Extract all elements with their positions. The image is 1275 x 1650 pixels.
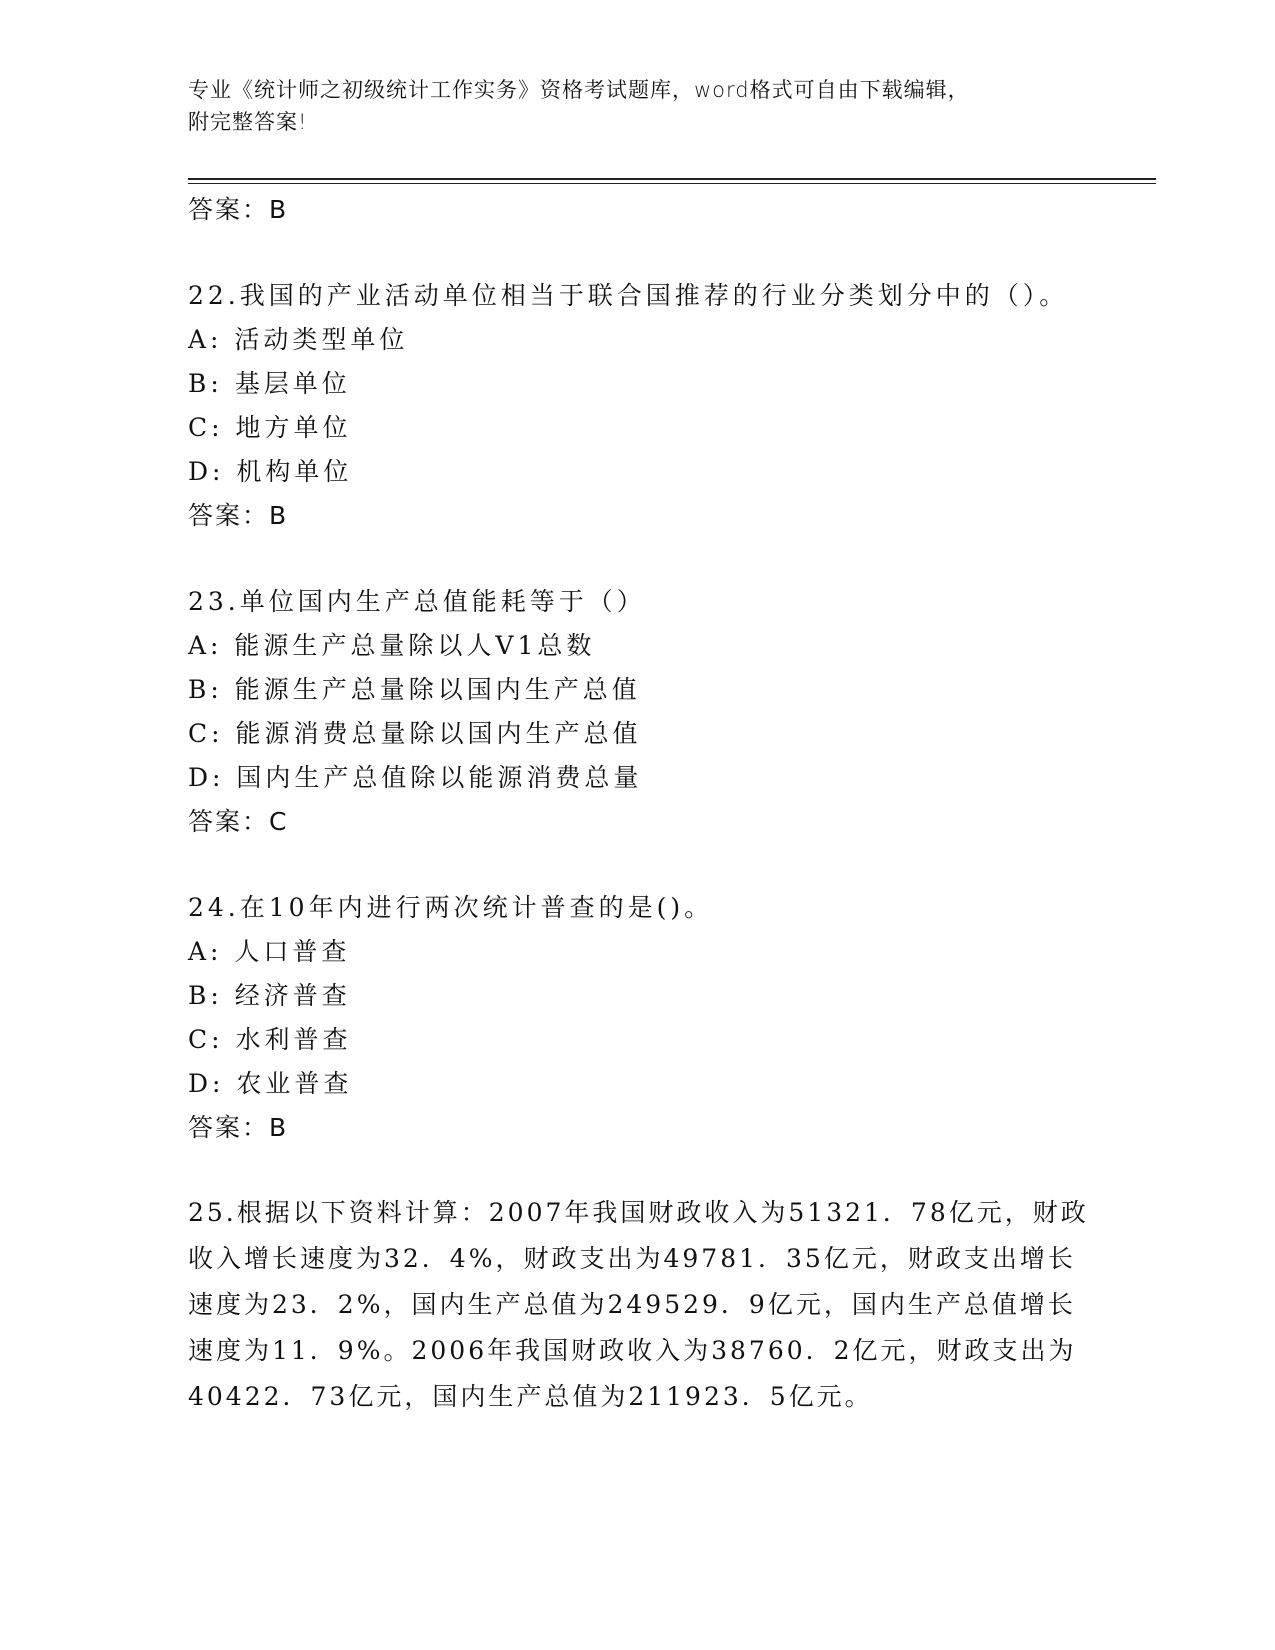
question-25-line-4: 速度为11．9%。2006年我国财政收入为38760．2亿元，财政支出为 xyxy=(188,1336,1077,1365)
question-25-stem xyxy=(188,1190,1088,1420)
question-23-option-d: D: 国内生产总值除以能源消费总量 xyxy=(188,763,643,792)
question-23-option-a: A: 能源生产总量除以人V1总数 xyxy=(188,631,596,660)
question-22-option-a: A: 活动类型单位 xyxy=(188,325,409,354)
question-24-option-b: B: 经济普查 xyxy=(188,981,351,1010)
question-25-line-2: 收入增长速度为32．4%，财政支出为49781．35亿元，财政支出增长 xyxy=(188,1244,1076,1273)
question-24-option-a: A: 人口普查 xyxy=(188,937,351,966)
answer-22: 答案：B xyxy=(188,501,289,530)
question-24-stem: 24.在10年内进行两次统计普查的是()。 xyxy=(188,893,714,922)
document-header xyxy=(188,74,1088,138)
question-25-line-3: 速度为23．2%，国内生产总值为249529．9亿元，国内生产总值增长 xyxy=(188,1290,1076,1319)
answer-24: 答案：B xyxy=(188,1113,289,1142)
question-22-option-b: B: 基层单位 xyxy=(188,369,351,398)
answer-21: 答案：B xyxy=(188,195,289,224)
answer-23: 答案：C xyxy=(188,807,289,836)
header-line-1: 专业《统计师之初级统计工作实务》资格考试题库，word格式可自由下载编辑， xyxy=(188,78,970,102)
header-divider-thick xyxy=(188,178,1156,180)
question-22-option-d: D: 机构单位 xyxy=(188,457,353,486)
question-23-option-c: C: 能源消费总量除以国内生产总值 xyxy=(188,719,642,748)
header-divider-thin xyxy=(188,183,1156,184)
question-25-line-5: 40422．73亿元，国内生产总值为211923．5亿元。 xyxy=(188,1382,873,1411)
question-25-line-1: 25.根据以下资料计算：2007年我国财政收入为51321．78亿元，财政 xyxy=(188,1198,1089,1227)
question-24-option-c: C: 水利普查 xyxy=(188,1025,352,1054)
question-23-stem: 23.单位国内生产总值能耗等于（） xyxy=(188,587,646,616)
question-23-option-b: B: 能源生产总量除以国内生产总值 xyxy=(188,675,641,704)
question-22-option-c: C: 地方单位 xyxy=(188,413,352,442)
header-line-2: 附完整答案! xyxy=(188,110,308,134)
question-22-stem: 22.我国的产业活动单位相当于联合国推荐的行业分类划分中的（）。 xyxy=(188,281,1069,310)
question-24-option-d: D: 农业普查 xyxy=(188,1069,353,1098)
